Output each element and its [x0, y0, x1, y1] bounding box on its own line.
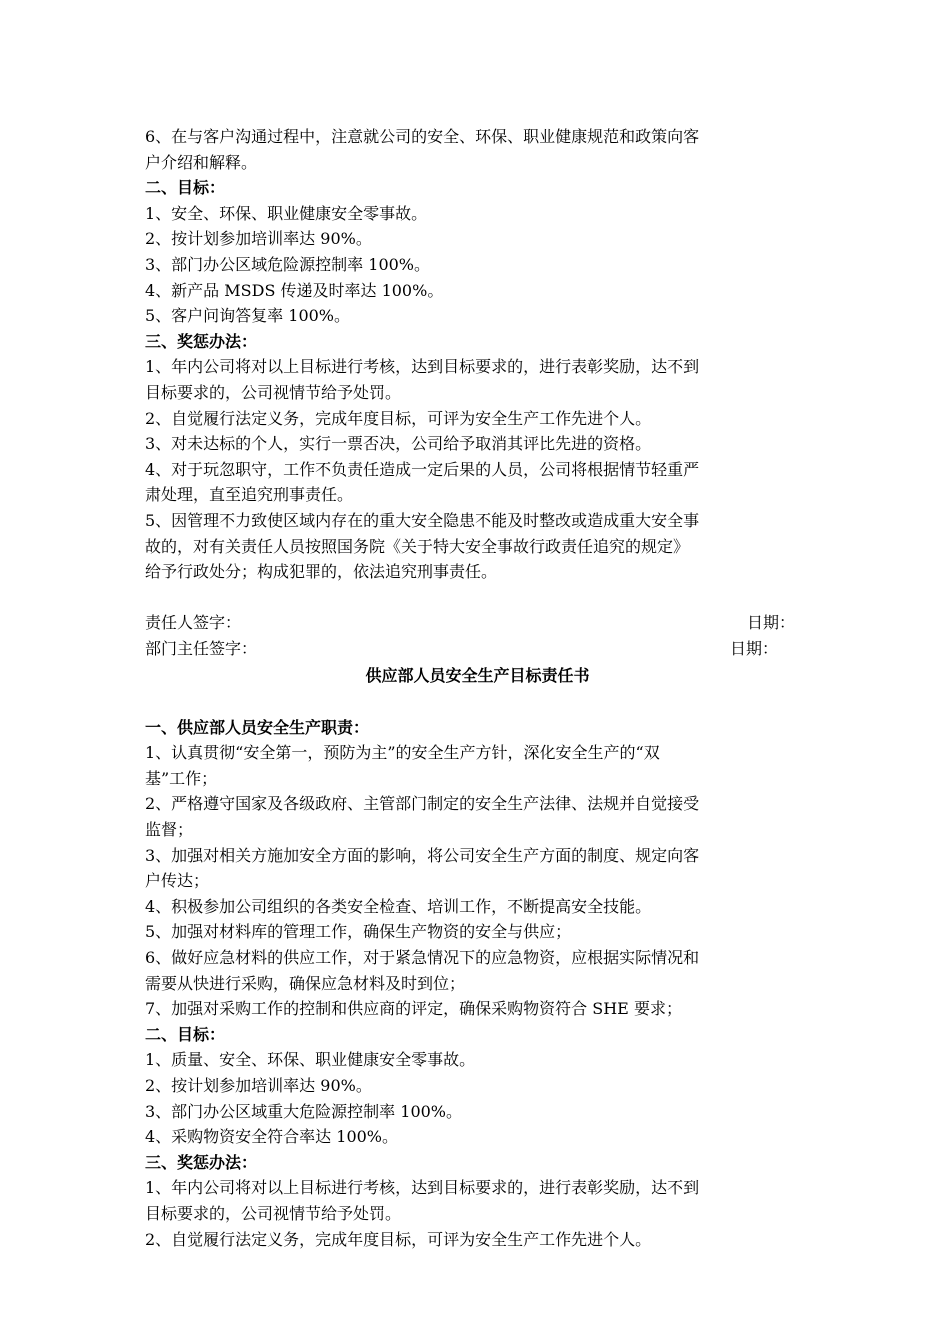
text-line: 1、认真贯彻“安全第一，预防为主”的安全生产方针，深化安全生产的“双	[145, 743, 660, 763]
text-line: 肃处理，直至追究刑事责任。	[145, 485, 354, 505]
text-line: 7、加强对采购工作的控制和供应商的评定，确保采购物资符合 SHE 要求；	[145, 999, 682, 1019]
text-line: 户传达；	[145, 871, 210, 891]
text-line: 给予行政处分；构成犯罪的，依法追究刑事责任。	[145, 562, 498, 582]
text-line: 监督；	[145, 820, 194, 840]
goals-list-2	[145, 1047, 810, 1149]
section-heading-duties: 一、供应部人员安全生产职责：	[145, 717, 370, 737]
text-line: 2、自觉履行法定义务，完成年度目标，可评为安全生产工作先进个人。	[145, 408, 652, 428]
rewards-list-2	[145, 1175, 810, 1252]
list-item: 1、安全、环保、职业健康安全零事故。	[145, 203, 428, 223]
list-item: 3、部门办公区域重大危险源控制率 100%。	[145, 1101, 463, 1121]
text-line: 故的，对有关责任人员按照国务院《关于特大安全事故行政责任追究的规定》	[145, 536, 690, 556]
section-heading-goals-2: 二、目标：	[145, 1024, 226, 1044]
goals-list	[145, 201, 810, 329]
text-line: 需要从快进行采购，确保应急材料及时到位；	[145, 973, 466, 993]
text-line: 6、在与客户沟通过程中，注意就公司的安全、环保、职业健康规范和政策向客	[145, 127, 700, 146]
text-line: 3、加强对相关方施加安全方面的影响，将公司安全生产方面的制度、规定向客	[145, 845, 700, 865]
rewards-list	[145, 354, 810, 584]
text-line: 6、做好应急材料的供应工作，对于紧急情况下的应急物资，应根据实际情况和	[145, 948, 700, 967]
text-line: 2、自觉履行法定义务，完成年度目标，可评为安全生产工作先进个人。	[145, 1229, 652, 1249]
text-line: 目标要求的，公司视情节给予处罚。	[145, 382, 402, 402]
signature-row-director	[145, 636, 810, 662]
section-heading-rewards: 三、奖惩办法：	[145, 331, 258, 351]
list-item: 2、按计划参加培训率达 90%。	[145, 229, 372, 249]
section-heading-rewards-2: 三、奖惩办法：	[145, 1152, 258, 1172]
text-line: 目标要求的，公司视情节给予处罚。	[145, 1203, 402, 1223]
date-label: 日期：	[746, 613, 795, 633]
list-item: 2、按计划参加培训率达 90%。	[145, 1075, 372, 1095]
text-line: 5、加强对材料库的管理工作，确保生产物资的安全与供应；	[145, 922, 572, 942]
text-line: 3、对未达标的个人，实行一票否决，公司给予取消其评比先进的资格。	[145, 434, 652, 454]
text-line: 4、积极参加公司组织的各类安全检查、培训工作，不断提高安全技能。	[145, 896, 652, 916]
section-1-paragraph	[145, 124, 810, 175]
text-line: 2、严格遵守国家及各级政府、主管部门制定的安全生产法律、法规并自觉接受	[145, 794, 700, 814]
text-line: 户介绍和解释。	[145, 152, 258, 172]
signature-label: 部门主任签字：	[145, 638, 258, 658]
blank-line	[145, 585, 810, 611]
list-item: 5、客户问询答复率 100%。	[145, 306, 351, 326]
blank-line	[145, 689, 810, 715]
text-line: 5、因管理不力致使区域内存在的重大安全隐患不能及时整改或造成重大安全事	[145, 510, 700, 530]
text-line: 1、年内公司将对以上目标进行考核，达到目标要求的，进行表彰奖励，达不到	[145, 357, 700, 377]
list-item: 1、质量、安全、环保、职业健康安全零事故。	[145, 1050, 476, 1070]
document-page	[145, 124, 810, 1252]
date-label: 日期：	[729, 638, 778, 658]
list-item: 4、新产品 MSDS 传递及时率达 100%。	[145, 280, 444, 300]
list-item: 3、部门办公区域危险源控制率 100%。	[145, 254, 431, 274]
signature-row-responsible	[145, 610, 810, 636]
document-title: 供应部人员安全生产目标责任书	[365, 666, 590, 686]
section-heading-goals: 二、目标：	[145, 178, 226, 198]
text-line: 1、年内公司将对以上目标进行考核，达到目标要求的，进行表彰奖励，达不到	[145, 1178, 700, 1198]
text-line: 基”工作；	[145, 768, 218, 788]
duties-list	[145, 740, 810, 1022]
signature-label: 责任人签字：	[145, 613, 242, 633]
text-line: 4、对于玩忽职守，工作不负责任造成一定后果的人员，公司将根据情节轻重严	[145, 459, 700, 479]
list-item: 4、采购物资安全符合率达 100%。	[145, 1127, 399, 1147]
